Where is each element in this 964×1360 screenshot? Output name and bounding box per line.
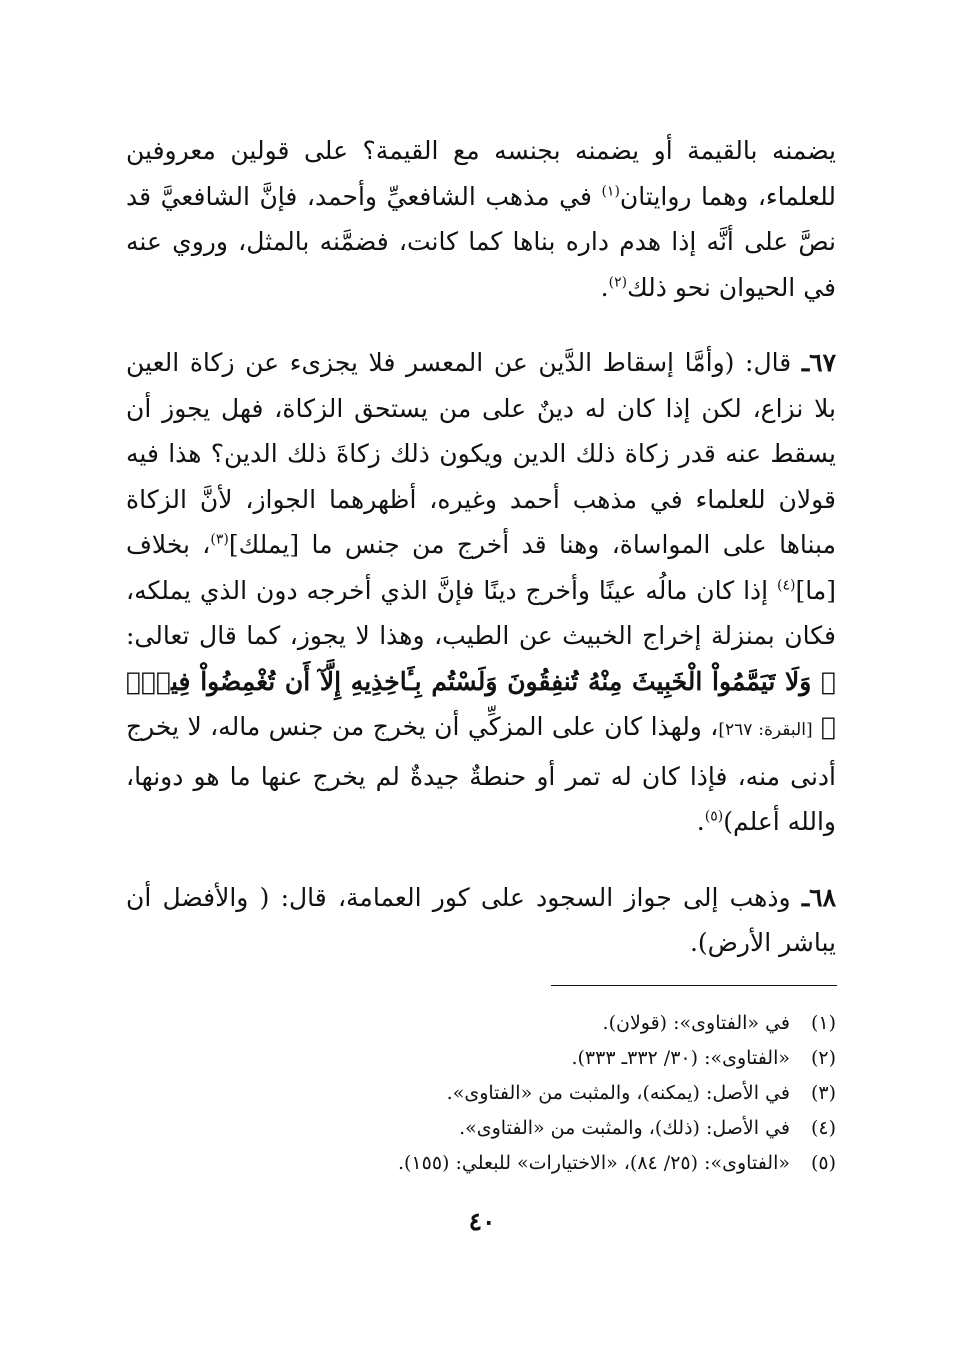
footnote-marker: (٥): [810, 1152, 836, 1174]
footnote-reference: (١): [601, 183, 620, 200]
footnote-marker: (١): [810, 1012, 836, 1034]
footnote-separator: [551, 985, 837, 986]
footnote-text: «الفتاوى»: (٣٠/ ٣٣٢ـ ٣٣٣).: [571, 1047, 790, 1069]
paragraph-text: .: [600, 272, 609, 302]
footnote-item: [126, 1006, 836, 1041]
paragraph-text: [813, 712, 821, 741]
paragraph-text: إذا كان مالُه عينًا وأخرج دينًا فإنَّ الذي أخرجه دون الذي يملكه، فكان بمنزلة إخراج الخبيث عن الطيب، وهذا لا يجوز، كما قال تعالى:: [126, 575, 836, 650]
paragraph-text: في مذهب الشافعيِّ وأحمد، فإنَّ الشافعيَّ قد نصَّ على أنَّه إذا هدم داره بناها كما كانت، فضمَّنه بالمثل، وروي عنه في الحيوان نحو ذلك: [126, 181, 836, 302]
footnote-item: [126, 1111, 836, 1146]
paragraph-text: قال: (وأمَّا إسقاط الدَّين عن المعسر فلا يجزىء عن زكاة العين بلا نزاع، لكن إذا كان له دينٌ على من يستحق الزكاة، فهل يجوز أن يسقط عنه قدر زكاة ذلك الدين ويكون ذلك زكاةَ ذلك الدين؟ هذا فيه قولان للعلماء في مذهب أحمد وغيره، أظهرهما الجواز، لأنَّ الزكاة مبناها على المواساة، وهنا قد أخرج من جنس ما [يملك]: [126, 348, 836, 559]
paragraph-number: ٦٨ـ: [801, 882, 836, 912]
paragraph-continuation: [126, 128, 836, 310]
footnotes-list: [126, 1006, 836, 1181]
footnote-item: [126, 1146, 836, 1181]
footnote-reference: (٥): [704, 808, 724, 825]
page-number: ٤٠: [468, 1207, 496, 1236]
paragraph-67: [126, 340, 836, 845]
footnote-marker: (٤): [810, 1117, 836, 1139]
quran-verse: ﴿ وَلَا تَيَمَّمُواْ الْخَبِيثَ مِنْهُ تُنفِقُونَ وَلَسْتُم بِـَٔاخِذِيهِ إِلَّآ أَن تُغْمِضُواْ فِيهِۚ ﴾: [126, 666, 837, 741]
footnote-reference: (٣): [210, 531, 229, 548]
footnote-item: [126, 1041, 836, 1076]
paragraph-text: ، ولهذا كان على المزكِّي أن يخرج من جنس ماله، لا يخرج أدنى منه، فإذا كان له تمر أو حنطةٌ جيدةٌ لم يخرج عنها ما هو دونها، والله أعلم): [126, 712, 836, 836]
paragraph-text: وذهب إلى جواز السجود على كور العمامة، قال: ( والأفضل أن يباشر الأرض).: [126, 882, 836, 957]
paragraph-text: يضمنه بالقيمة أو يضمنه بجنسه مع القيمة؟ على قولين معروفين للعلماء، وهما روايتان: [126, 136, 836, 211]
footnote-text: «الفتاوى»: (٢٥/ ٨٤)، «الاختيارات» للبعلي: (١٥٥).: [397, 1152, 790, 1174]
paragraph-number: ٦٧ـ: [801, 348, 836, 377]
footnote-text: في «الفتاوى»: (قولان).: [602, 1012, 790, 1034]
footnote-text: في الأصل: (يمكنه)، والمثبت من «الفتاوى».: [446, 1082, 790, 1104]
footnote-reference: (٢): [608, 274, 628, 291]
footnote-text: في الأصل: (ذلك)، والمثبت من «الفتاوى».: [459, 1117, 790, 1139]
paragraph-68: [126, 875, 836, 966]
page-body: [126, 128, 836, 966]
footnote-reference: (٤): [777, 577, 796, 594]
paragraph-text: ، بخلاف [ما]: [126, 530, 836, 605]
verse-reference: [البقرة: ٢٦٧]: [718, 720, 813, 740]
footnote-item: [126, 1076, 836, 1111]
paragraph-text: .: [696, 807, 705, 836]
footnote-marker: (٣): [810, 1082, 836, 1104]
footnote-marker: (٢): [810, 1047, 836, 1069]
